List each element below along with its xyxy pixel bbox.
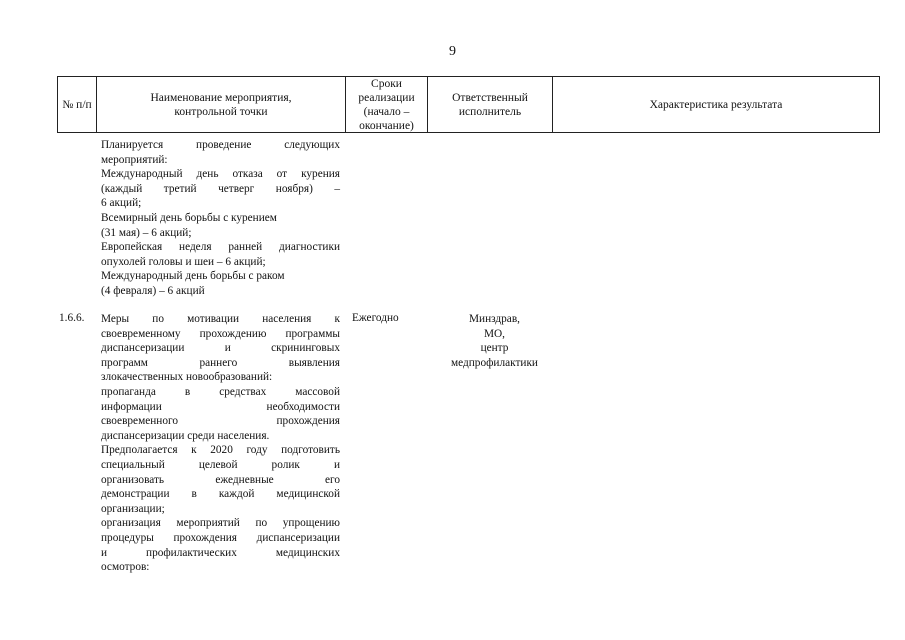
text-line: осмотров:	[101, 561, 150, 574]
header-col-name	[97, 77, 346, 132]
text-line: Европейская неделя ранней диагностики	[101, 241, 340, 254]
text-line: демонстрации в каждой медицинской	[101, 488, 340, 501]
header-col-result-label: Характеристика результата	[649, 98, 783, 111]
executor-line: центр	[480, 342, 509, 355]
text-line: организовать ежедневные его	[101, 473, 340, 486]
header-col-executor	[428, 77, 553, 132]
text-line: организация мероприятий по упрощению	[101, 517, 340, 530]
activity-description	[101, 312, 340, 575]
header-col-timing	[346, 77, 428, 132]
row-executor	[432, 312, 557, 370]
page-number: 9	[449, 44, 456, 59]
text-line: Планируется проведение следующих	[101, 139, 340, 151]
text-line: Международный день борьбы с раком	[101, 270, 285, 283]
text-line: своевременному прохождению программы	[101, 327, 340, 340]
text-line: (каждый третий четверг ноября) –	[101, 182, 340, 195]
header-col-number	[58, 77, 97, 132]
executor-line: МО,	[483, 327, 506, 340]
text-line: и профилактических медицинских	[101, 546, 340, 559]
text-line: Международный день отказа от курения	[101, 168, 340, 181]
text-line: Меры по мотивации населения к	[101, 313, 340, 325]
text-line: своевременного прохождения	[101, 415, 340, 428]
header-col-executor-label: Ответственный исполнитель	[452, 91, 528, 118]
text-line: программ раннего выявления	[101, 356, 340, 369]
text-line: диспансеризации среди населения.	[101, 429, 270, 442]
executor-line: медпрофилактики	[451, 356, 538, 369]
text-line: специальный целевой ролик и	[101, 458, 340, 471]
text-line: процедуры прохождения диспансеризации	[101, 531, 340, 544]
text-line: мероприятий:	[101, 153, 168, 166]
text-line: Всемирный день борьбы с курением	[101, 211, 277, 224]
text-line: Предполагается к 2020 году подготовить	[101, 444, 340, 457]
table-header	[57, 76, 880, 133]
text-line: 6 акций;	[101, 197, 142, 210]
text-line: (4 февраля) – 6 акций	[101, 284, 205, 297]
header-col-result	[553, 77, 879, 132]
header-col-timing-label: Сроки реализации (начало – окончание)	[358, 77, 415, 132]
text-line: опухолей головы и шеи – 6 акций;	[101, 255, 266, 268]
text-line: организации;	[101, 502, 165, 515]
continuation-activity-text	[101, 138, 340, 299]
row-number: 1.6.6.	[59, 312, 85, 324]
text-line: пропаганда в средствах массовой	[101, 385, 340, 398]
executor-line: Минздрав,	[469, 313, 520, 325]
text-line: информации необходимости	[101, 400, 340, 413]
text-line: (31 мая) – 6 акций;	[101, 226, 192, 239]
row-timing: Ежегодно	[352, 312, 399, 324]
header-col-name-label: Наименование мероприятия, контрольной точки	[150, 91, 292, 118]
text-line: злокачественных новообразований:	[101, 371, 273, 384]
text-line: диспансеризации и скрининговых	[101, 342, 340, 355]
header-col-number-label: № п/п	[62, 98, 92, 111]
